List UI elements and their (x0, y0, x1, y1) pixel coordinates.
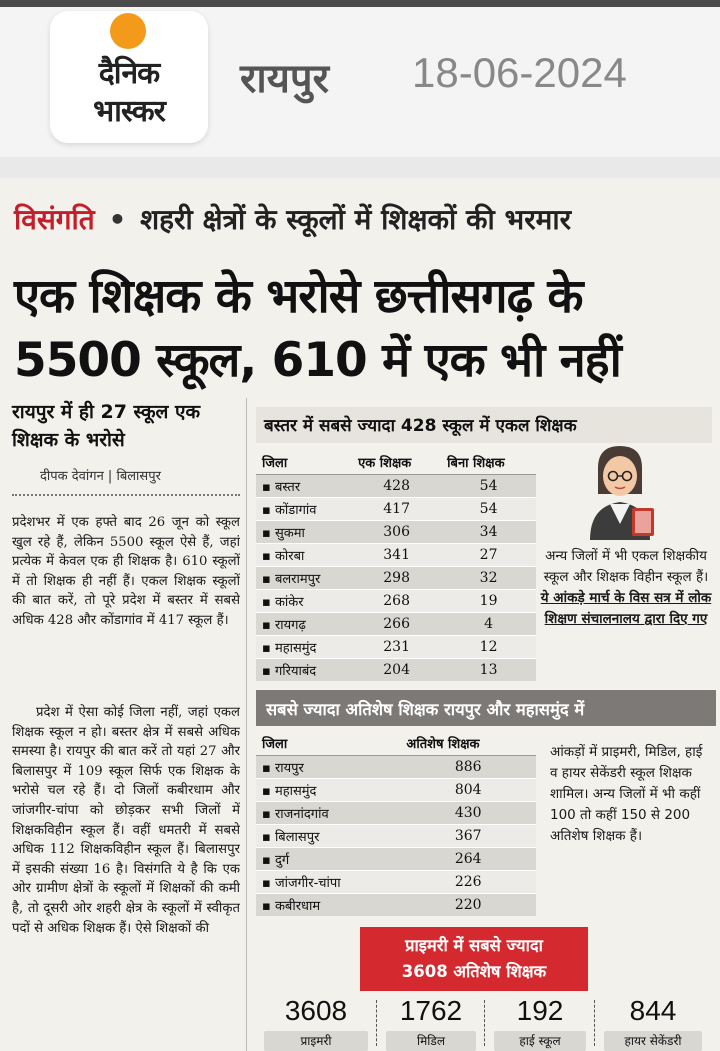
column-divider (246, 398, 247, 1051)
value-cell: 204 (352, 658, 441, 681)
value-cell: 27 (441, 543, 536, 566)
district-cell: ▪ बलरामपुर (256, 566, 352, 589)
table-row (256, 801, 536, 824)
district-cell: ▪ दुर्ग (256, 847, 400, 870)
stat-value: 844 (629, 995, 677, 1026)
table-row (256, 474, 536, 497)
table2-note: आंकड़ों में प्राइमरी, मिडिल, हाई व हायर सेकेंडरी स्कूल शिक्षक शामिल। अन्य जिलों में भी कहीं 100 तो कहीं 150 से 200 अतिशेष शिक्षक हैं। (550, 744, 703, 844)
divider (12, 494, 240, 496)
value-cell: 430 (400, 801, 536, 824)
kicker (14, 200, 571, 238)
value-cell: 268 (352, 589, 441, 612)
district-cell: ▪ कोरबा (256, 543, 352, 566)
value-cell: 804 (400, 778, 536, 801)
newspaper-logo (50, 11, 208, 143)
article-paragraph-1: प्रदेशभर में एक हफ्ते बाद 26 जून को स्कूल खुल रहे हैं, लेकिन 5500 स्कूल ऐसे हैं, जहां प्रत्येक में केवल एक ही शिक्षक है। 610 स्कूलों में तो शिक्षक ही नहीं हैं। एकल शिक्षक स्कूलों की बात करें, तो पूरे प्रदेश में बस्तर में सबसे अधिक 428 और कोंडागांव में 417 स्कूल हैं। (12, 515, 240, 628)
stat-label: प्राइमरी (264, 1031, 368, 1051)
value-cell: 298 (352, 566, 441, 589)
logo-text-line2: भास्कर (93, 94, 165, 129)
stat-high-school (494, 995, 586, 1051)
stat-value: 192 (516, 995, 564, 1026)
highlight-box (360, 927, 588, 991)
value-cell: 19 (441, 589, 536, 612)
article-paragraph-2: प्रदेश में ऐसा कोई जिला नहीं, जहां एकल शिक्षक स्कूल न हो। बस्तर क्षेत्र में सबसे अधिक समस्या है। रायपुर की बात करें तो यहां 27 और बिलासपुर में 109 स्कूल सिर्फ एक शिक्षक के भरोसे चल रहे हैं। दो जिलों कबीरधाम और जांजगीर-चांपा को छोड़कर सभी जिलों में शिक्षकविहीन स्कूल हैं। वहीं धमतरी में सबसे अधिक 112 शिक्षकविहीन स्कूल हैं। बिलासपुर में इसकी संख्या 16 है। विसंगति ये है कि एक ओर ग्रामीण क्षेत्रों के स्कूलों में शिक्षकों की कमी है, तो दूसरी ओर शहरी क्षेत्र के स्कूलों में स्वीकृत पदों से अधिक शिक्षक हैं। ऐसे शिक्षकों की (12, 705, 240, 936)
stat-label: हाई स्कूल (494, 1031, 586, 1051)
value-cell: 886 (400, 755, 536, 778)
district-cell: ▪ महासमुंद (256, 635, 352, 658)
table-header: जिला (256, 731, 400, 755)
table-row (256, 847, 536, 870)
headline-line1: एक शिक्षक के भरोसे छत्तीसगढ़ के (14, 269, 583, 324)
table-row (256, 520, 536, 543)
value-cell: 54 (441, 474, 536, 497)
stat-divider (484, 1000, 485, 1046)
table-row (256, 543, 536, 566)
value-cell: 4 (441, 612, 536, 635)
district-cell: ▪ कोंडागांव (256, 497, 352, 520)
value-cell: 32 (441, 566, 536, 589)
table-row (256, 589, 536, 612)
single-teacher-table (256, 450, 536, 681)
value-cell: 417 (352, 497, 441, 520)
surplus-teacher-table (256, 731, 536, 916)
district-cell: ▪ रायगढ़ (256, 612, 352, 635)
table-row (256, 893, 536, 916)
note-text: अन्य जिलों में भी एकल शिक्षकीय स्कूल और शिक्षक विहीन स्कूल हैं। (543, 548, 709, 585)
district-cell: ▪ सुकमा (256, 520, 352, 543)
stat-value: 1762 (399, 995, 463, 1026)
table-header: एक शिक्षक (352, 450, 441, 474)
value-cell: 226 (400, 870, 536, 893)
stat-divider (376, 1000, 377, 1046)
value-cell: 13 (441, 658, 536, 681)
table-header: बिना शिक्षक (441, 450, 536, 474)
table-row (256, 778, 536, 801)
stat-label: हायर सेकेंडरी (604, 1031, 702, 1051)
highlight-line1: प्राइमरी में सबसे ज्यादा (405, 936, 543, 955)
edition-date: 18-06-2024 (412, 49, 627, 96)
table-row (256, 635, 536, 658)
district-cell: ▪ महासमुंद (256, 778, 400, 801)
kicker-separator: • (108, 203, 127, 236)
value-cell: 306 (352, 520, 441, 543)
table1-title: बस्तर में सबसे ज्यादा 428 स्कूल में एकल शिक्षक (256, 407, 712, 443)
value-cell: 341 (352, 543, 441, 566)
stat-divider (594, 1000, 595, 1046)
district-cell: ▪ कांकेर (256, 589, 352, 612)
district-cell: ▪ जांजगीर-चांपा (256, 870, 400, 893)
top-bar (0, 0, 720, 7)
table-row (256, 870, 536, 893)
table2-title: सबसे ज्यादा अतिशेष शिक्षक रायपुर और महासमुंद में (256, 690, 716, 726)
value-cell: 54 (441, 497, 536, 520)
table-row (256, 612, 536, 635)
value-cell: 34 (441, 520, 536, 543)
edition-city: रायपुर (240, 56, 329, 102)
value-cell: 12 (441, 635, 536, 658)
table-row (256, 824, 536, 847)
stat-higher-secondary (604, 995, 702, 1051)
table-row (256, 755, 536, 778)
table-header: अतिशेष शिक्षक (400, 731, 536, 755)
logo-text-line1: दैनिक (98, 56, 160, 91)
source-note: ये आंकड़े मार्च के विस सत्र में लोक शिक्षण संचालनालय द्वारा दिए गए (540, 590, 712, 627)
district-cell: ▪ राजनांदगांव (256, 801, 400, 824)
table-header: जिला (256, 450, 352, 474)
kicker-text: शहरी क्षेत्रों के स्कूलों में शिक्षकों की भरमार (140, 203, 572, 236)
headline-line2: 5500 स्कूल, 610 में एक भी नहीं (14, 333, 621, 388)
kicker-label: विसंगति (14, 203, 95, 236)
value-cell: 220 (400, 893, 536, 916)
district-cell: ▪ कबीरधाम (256, 893, 400, 916)
district-cell: ▪ रायपुर (256, 755, 400, 778)
table-row (256, 566, 536, 589)
district-cell: ▪ गरियाबंद (256, 658, 352, 681)
district-cell: ▪ बिलासपुर (256, 824, 400, 847)
value-cell: 231 (352, 635, 441, 658)
byline: दीपक देवांगन | बिलासपुर (40, 469, 161, 484)
teacher-illustration-icon (580, 440, 660, 540)
district-cell: ▪ बस्तर (256, 474, 352, 497)
stat-value: 3608 (284, 995, 348, 1026)
masthead (0, 7, 720, 157)
table1-note (540, 546, 712, 630)
value-cell: 266 (352, 612, 441, 635)
stat-primary (264, 995, 368, 1051)
stat-middle (386, 995, 476, 1051)
value-cell: 428 (352, 474, 441, 497)
stat-label: मिडिल (386, 1031, 476, 1051)
sun-icon (110, 13, 146, 49)
table-row (256, 497, 536, 520)
side-story-title: रायपुर में ही 27 स्कूल एक शिक्षक के भरोसे (12, 401, 201, 451)
value-cell: 264 (400, 847, 536, 870)
value-cell: 367 (400, 824, 536, 847)
table-row (256, 658, 536, 681)
highlight-line2: 3608 अतिशेष शिक्षक (401, 962, 547, 981)
